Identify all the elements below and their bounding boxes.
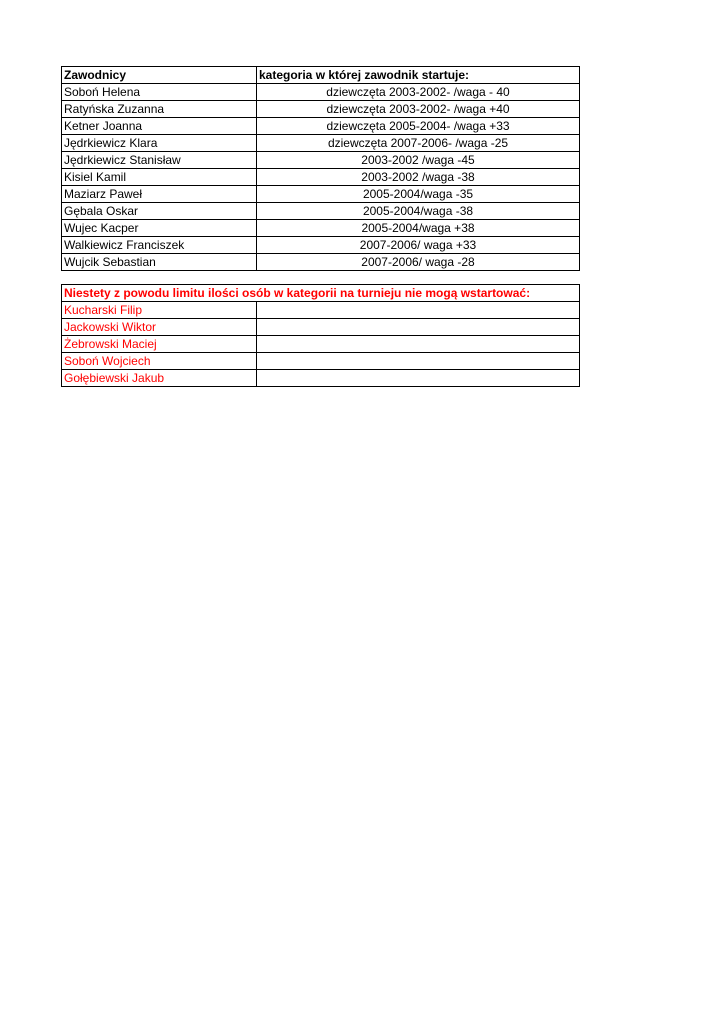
competitor-name: Kisiel Kamil — [62, 169, 257, 186]
competitor-category: 2007-2006/ waga -28 — [257, 254, 580, 271]
competitor-name: Ketner Joanna — [62, 118, 257, 135]
excluded-name: Gołębiewski Jakub — [62, 370, 257, 387]
competitor-category: 2005-2004/waga -38 — [257, 203, 580, 220]
excluded-empty-cell — [257, 370, 580, 387]
competitor-name: Soboń Helena — [62, 84, 257, 101]
excluded-row — [62, 353, 580, 370]
roster-row — [62, 152, 580, 169]
excluded-notice: Niestety z powodu limitu ilości osób w kategorii na turnieju nie mogą wstartować: — [62, 285, 580, 302]
excluded-empty-cell — [257, 302, 580, 319]
roster-row — [62, 220, 580, 237]
roster-row — [62, 118, 580, 135]
roster-row — [62, 254, 580, 271]
excluded-name: Jackowski Wiktor — [62, 319, 257, 336]
competitor-name: Gębala Oskar — [62, 203, 257, 220]
competitor-name: Jędrkiewicz Stanisław — [62, 152, 257, 169]
competitor-category: dziewczęta 2005-2004- /waga +33 — [257, 118, 580, 135]
header-competitors: Zawodnicy — [62, 67, 257, 84]
excluded-row — [62, 302, 580, 319]
competitor-category: dziewczęta 2003-2002- /waga - 40 — [257, 84, 580, 101]
header-category: kategoria w której zawodnik startuje: — [257, 67, 580, 84]
roster-row — [62, 237, 580, 254]
competitor-name: Walkiewicz Franciszek — [62, 237, 257, 254]
competitor-category: 2005-2004/waga +38 — [257, 220, 580, 237]
competitor-name: Wujcik Sebastian — [62, 254, 257, 271]
roster-row — [62, 84, 580, 101]
excluded-row — [62, 370, 580, 387]
excluded-row — [62, 336, 580, 353]
roster-row — [62, 135, 580, 152]
competitor-category: 2007-2006/ waga +33 — [257, 237, 580, 254]
competitor-category: dziewczęta 2003-2002- /waga +40 — [257, 101, 580, 118]
roster-row — [62, 186, 580, 203]
excluded-notice-row — [62, 285, 580, 302]
roster-header-row — [62, 67, 580, 84]
roster-row — [62, 169, 580, 186]
excluded-empty-cell — [257, 319, 580, 336]
competitor-category: 2003-2002 /waga -45 — [257, 152, 580, 169]
competitor-name: Jędrkiewicz Klara — [62, 135, 257, 152]
excluded-table — [61, 284, 580, 387]
excluded-name: Kucharski Filip — [62, 302, 257, 319]
excluded-name: Soboń Wojciech — [62, 353, 257, 370]
roster-row — [62, 203, 580, 220]
competitor-name: Wujec Kacper — [62, 220, 257, 237]
competitor-category: 2003-2002 /waga -38 — [257, 169, 580, 186]
competitor-name: Maziarz Paweł — [62, 186, 257, 203]
excluded-name: Żebrowski Maciej — [62, 336, 257, 353]
competitor-name: Ratyńska Zuzanna — [62, 101, 257, 118]
excluded-empty-cell — [257, 336, 580, 353]
excluded-row — [62, 319, 580, 336]
competitor-category: dziewczęta 2007-2006- /waga -25 — [257, 135, 580, 152]
roster-table — [61, 66, 580, 271]
excluded-empty-cell — [257, 353, 580, 370]
roster-row — [62, 101, 580, 118]
competitor-category: 2005-2004/waga -35 — [257, 186, 580, 203]
